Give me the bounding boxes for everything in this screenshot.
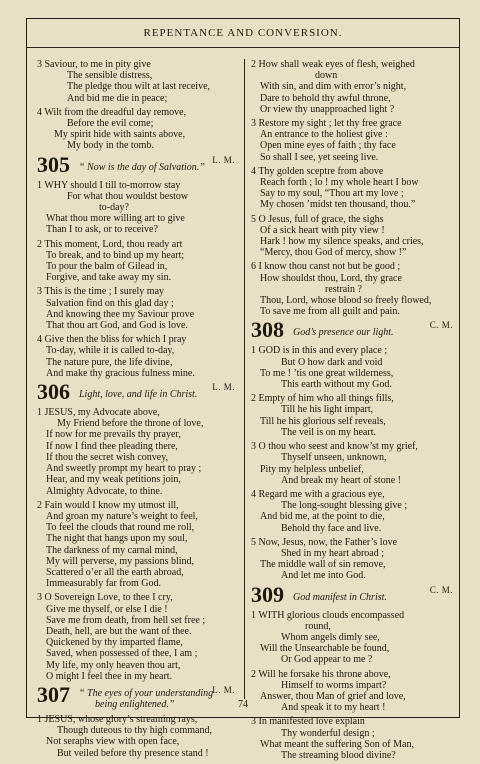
hymn-meter: L. M.	[212, 684, 235, 695]
stanza: 2 How shall weak eyes of flesh, weighed down With sin, and dim with error’s night, Dare to behold thy awful throne, Or view thy unapproached light ?	[251, 59, 415, 115]
stanza: 3 In manifested love explain Thy wonderful design ; What meant the suffering Son of Man, The streaming blood divine?	[251, 716, 414, 761]
stanza: 5 O Jesus, full of grace, the sighs Of a sick heart with pity view ! Hark ! how my silence speaks, and cries, “Mercy, thou God of mercy, show !”	[251, 213, 424, 259]
hymn-title: God manifest in Christ.	[293, 591, 387, 603]
hymn-306-heading	[37, 379, 237, 405]
hymn-title: “ Now is the day of Salvation.”	[79, 161, 205, 173]
stanza: 1 WITH glorious clouds encompassed round, Whom angels dimly see, Will the Unsearchable be found, Or God appear to me ?	[251, 609, 405, 666]
hymn-meter: C. M.	[429, 320, 453, 331]
hymn-number: 308	[251, 317, 284, 343]
stanza: 4 Wilt from the dreadful day remove, Before the evil come; My spirit hide with saints above, My body in the tomb.	[37, 106, 187, 152]
hymn-305-heading	[37, 151, 237, 177]
stanza: 1 JESUS, whose glory’s streaming rays, Though duteous to thy high command, Not seraphs view with open face, But veiled before thy presence stand !	[37, 713, 212, 759]
hymn-number: 309	[251, 581, 284, 607]
stanza: 3 O thou who seest and know’st my grief, Thyself unseen, unknown, Pity my helpless unbelief, And break my heart of stone !	[251, 441, 418, 486]
stanza: 2 Fain would I know my utmost ill, And groan my nature’s weight to feel, To feel the clouds that round me roll, The night that hangs upon my soul, The darkness of my carnal mind, My will perverse, my passions blind, Scattered o’er all the earth abroad, Immeasurably far from God.	[37, 499, 198, 590]
hymn-meter: C. M.	[429, 584, 453, 595]
stanza: 3 O Sovereign Love, to thee I cry, Give me thyself, or else I die ! Save me from death, from hell set free ; Death, hell, are but the want of thee. Quickened by thy imparted flame, Saved, when possessed of thee, I am ; My life, my only heaven thou art, O might I feel thee in my heart.	[37, 592, 206, 682]
left-column	[37, 59, 237, 762]
hymn-meter: L. M.	[212, 382, 235, 393]
hymnal-page	[26, 18, 460, 761]
hymn-title-continued: being enlightened.”	[95, 698, 175, 710]
hymn-meter: L. M.	[212, 154, 235, 165]
hymn-number: 305	[37, 151, 70, 177]
page-number: 74	[238, 699, 248, 710]
right-column	[251, 59, 455, 764]
hymn-number: 306	[37, 379, 70, 405]
stanza: 1 GOD is in this and every place ; But O how dark and void To me ! ’tis one great wilderness, This earth without my God.	[251, 345, 394, 391]
hymn-title: God’s presence our light.	[293, 327, 394, 339]
hymn-title: “ The eyes of your understanding	[79, 687, 214, 699]
stanza: 6 I know thou canst not but be good ; How shouldst thou, Lord, thy grace restrain ? Thou, Lord, whose blood so freely flowed, To save me from all guilt and pain.	[251, 261, 432, 318]
stanza: 2 Will he forsake his throne above, Himself to worms impart? Answer, thou Man of grief and love, And speak it to my heart !	[251, 668, 406, 714]
stanza: 4 Regard me with a gracious eye, The long-sought blessing give ; And bid me, at the point to die, Behold thy face and live.	[251, 488, 408, 534]
stanza: 1 WHY should I till to-morrow stay For what thou wouldst bestow to-day? What thou more willing art to give Than I to ask, or to receive?	[37, 179, 189, 236]
stanza: 5 Now, Jesus, now, the Father’s love Shed in my heart abroad ; The middle wall of sin remove, And let me into God.	[251, 536, 398, 582]
hymn-309-heading	[251, 581, 455, 607]
stanza: 2 Empty of him who all things fills, Till he his light impart, Till he his glorious self reveals, The veil is on my heart.	[251, 393, 394, 438]
page-header: REPENTANCE AND CONVERSION.	[27, 19, 459, 48]
stanza: 2 This moment, Lord, thou ready art To break, and to bind up my heart; To pour the balm of Gilead in, Forgive, and take away my sin.	[37, 238, 185, 284]
stanza: 3 Restore my sight ; let thy free grace An entrance to the holiest give : Open mine eyes of faith ; thy face So shall I see, yet seeing live.	[251, 118, 402, 163]
stanza: 3 Saviour, to me in pity give The sensible distress, The pledge thou wilt at last receive, And bid me die in peace;	[37, 59, 211, 104]
stanza: 3 This is the time ; I surely may Salvation find on this glad day ; And knowing thee my Saviour prove That thou art God, and God is love.	[37, 286, 195, 332]
column-divider	[244, 59, 245, 699]
hymn-308-heading	[251, 317, 455, 343]
stanza: 1 JESUS, my Advocate above, My Friend before the throne of love, If now for me prevails thy prayer, If now I find thee pleading there, If thou the secret wish convey, And sweetly prompt my heart to pray ; Hear, and my weak petitions join, Almighty Advocate, to thine.	[37, 407, 204, 497]
hymn-title: Light, love, and life in Christ.	[79, 389, 198, 401]
hymn-number: 307	[37, 681, 70, 707]
stanza: 4 Thy golden sceptre from above Reach forth ; lo ! my whole heart I bow Say to my soul, “Thou art my love ; My chosen ’midst ten thousand, thou.”	[251, 165, 419, 211]
stanza: 4 Give then the bliss for which I pray To-day, while it is called to-day, The nature pure, the life divine, And make thy gracious fulness mine.	[37, 334, 195, 379]
